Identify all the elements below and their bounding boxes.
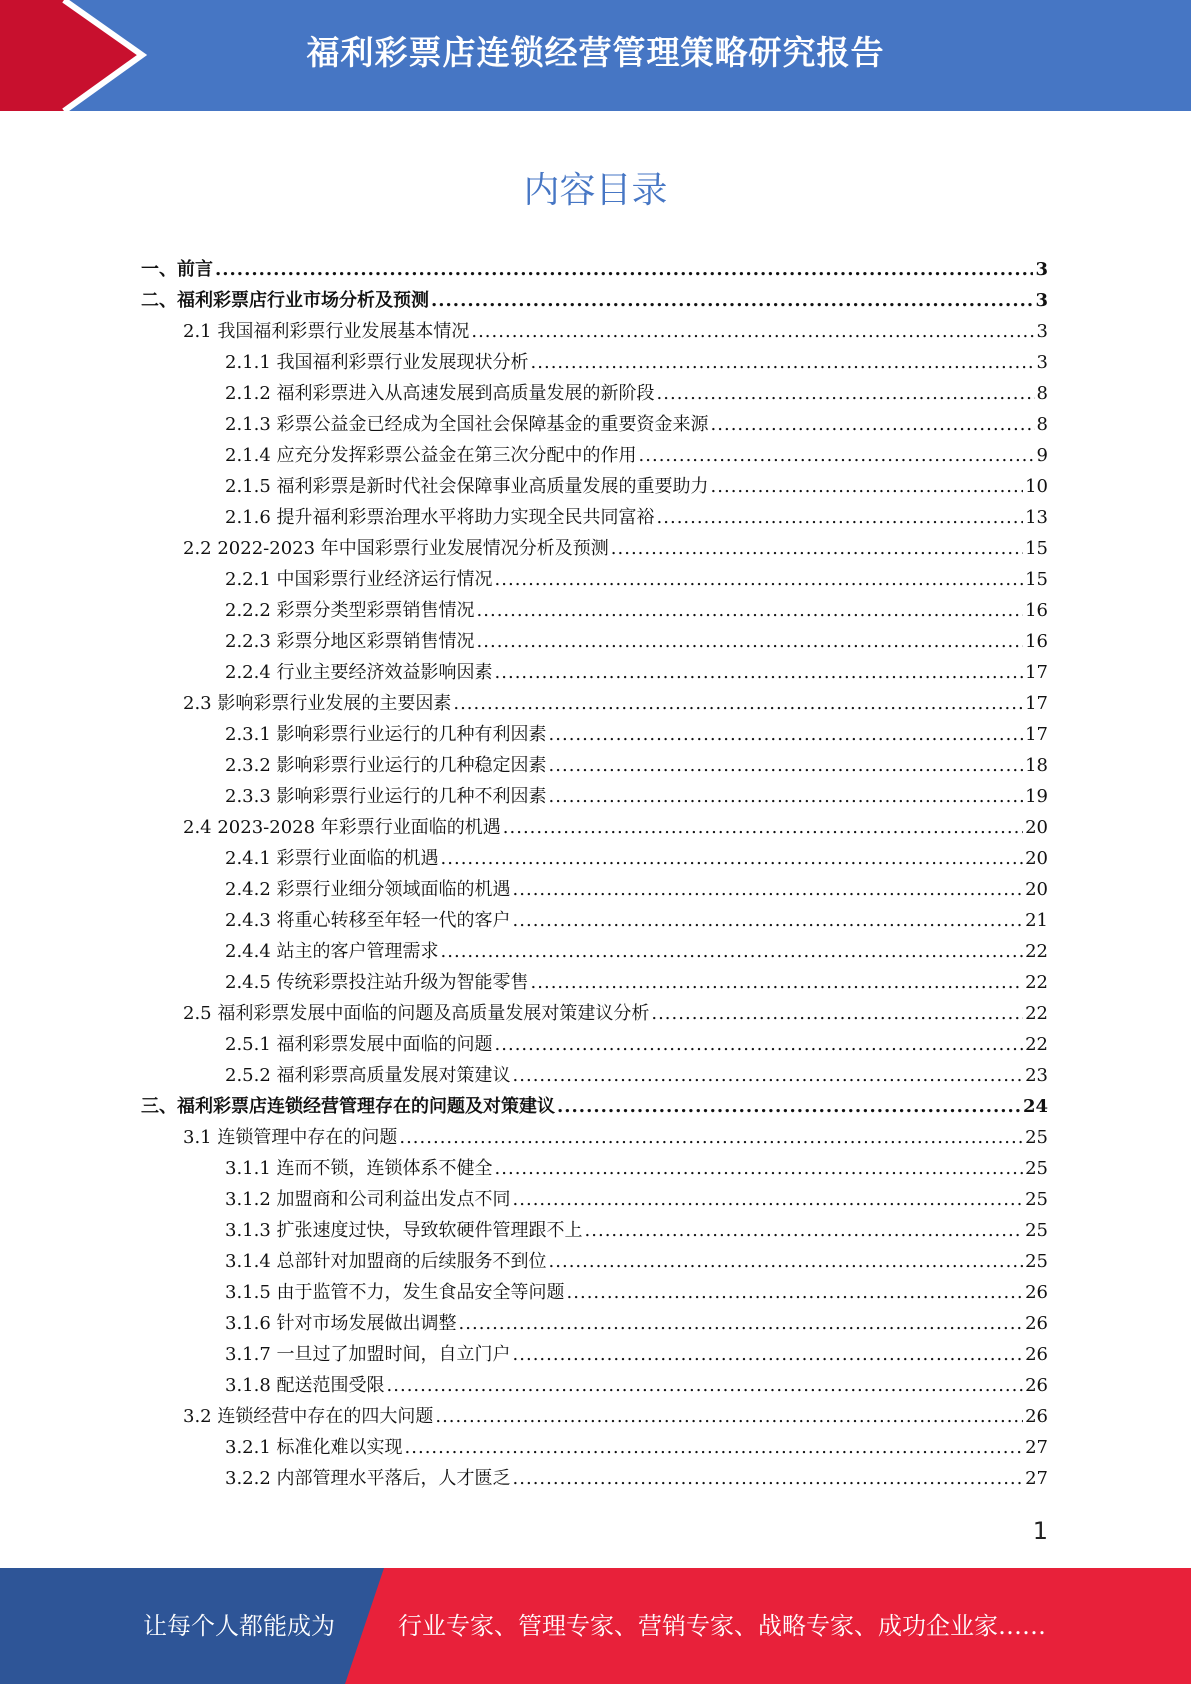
toc-leader-dots xyxy=(495,1153,1024,1184)
toc-entry[interactable] xyxy=(225,1339,1048,1370)
toc-entry-page: 3 xyxy=(1036,321,1048,342)
toc-entry[interactable] xyxy=(225,657,1048,688)
toc-entry[interactable] xyxy=(225,936,1048,967)
toc-entry-page: 26 xyxy=(1025,1313,1048,1334)
toc-entry[interactable] xyxy=(225,1308,1048,1339)
toc-entry[interactable] xyxy=(225,1153,1048,1184)
toc-entry[interactable] xyxy=(225,781,1048,812)
toc-entry[interactable] xyxy=(225,502,1048,533)
toc-leader-dots xyxy=(585,1215,1024,1246)
toc-entry-label: 2.5.2 福利彩票高质量发展对策建议 xyxy=(225,1065,511,1086)
toc-entry-page: 17 xyxy=(1025,693,1048,714)
toc-leader-dots xyxy=(387,1370,1024,1401)
toc-entry-page: 16 xyxy=(1025,600,1048,621)
toc-leader-dots xyxy=(513,1184,1024,1215)
toc-entry-page: 3 xyxy=(1035,290,1048,311)
toc-entry[interactable] xyxy=(225,967,1048,998)
toc-leader-dots xyxy=(471,316,1034,347)
toc-leader-dots xyxy=(513,1463,1024,1494)
toc-entry-page: 27 xyxy=(1025,1468,1048,1489)
toc-leader-dots xyxy=(495,564,1024,595)
toc-entry-label: 2.2.1 中国彩票行业经济运行情况 xyxy=(225,569,493,590)
toc-leader-dots xyxy=(513,874,1024,905)
footer-slogan-right: 行业专家、管理专家、营销专家、战略专家、成功企业家…… xyxy=(398,1612,1046,1640)
toc-leader-dots xyxy=(495,657,1024,688)
toc-entry[interactable] xyxy=(225,1463,1048,1494)
toc-entry[interactable] xyxy=(225,843,1048,874)
toc-entry-page: 23 xyxy=(1025,1065,1048,1086)
report-header-banner xyxy=(0,0,1191,111)
toc-entry-label: 3.1.2 加盟商和公司利益出发点不同 xyxy=(225,1189,511,1210)
toc-entry-page: 9 xyxy=(1036,445,1048,466)
toc-entry-label: 2.3.2 影响彩票行业运行的几种稳定因素 xyxy=(225,755,547,776)
toc-entry-page: 25 xyxy=(1025,1189,1048,1210)
toc-entry[interactable] xyxy=(225,1060,1048,1091)
toc-entry-page: 17 xyxy=(1025,724,1048,745)
toc-entry-page: 22 xyxy=(1025,1034,1048,1055)
toc-entry[interactable] xyxy=(225,409,1048,440)
toc-leader-dots xyxy=(477,595,1024,626)
toc-entry[interactable] xyxy=(225,905,1048,936)
toc-entry-page: 25 xyxy=(1025,1158,1048,1179)
toc-entry-page: 22 xyxy=(1025,941,1048,962)
toc-entry-page: 20 xyxy=(1025,848,1048,869)
toc-leader-dots xyxy=(399,1122,1023,1153)
toc-entry-label: 2.1.1 我国福利彩票行业发展现状分析 xyxy=(225,352,529,373)
toc-entry-label: 3.1.5 由于监管不力，发生食品安全等问题 xyxy=(225,1282,565,1303)
toc-entry-label: 3.2 连锁经营中存在的四大问题 xyxy=(183,1406,434,1427)
toc-entry-page: 21 xyxy=(1025,910,1048,931)
toc-entry-label: 3.1.4 总部针对加盟商的后续服务不到位 xyxy=(225,1251,547,1272)
toc-entry-page: 3 xyxy=(1036,352,1048,373)
toc-leader-dots xyxy=(513,905,1024,936)
toc-entry-label: 3.2.2 内部管理水平落后，人才匮乏 xyxy=(225,1468,511,1489)
toc-entry[interactable] xyxy=(225,1029,1048,1060)
toc-entry-label: 3.1.6 针对市场发展做出调整 xyxy=(225,1313,457,1334)
toc-leader-dots xyxy=(711,471,1024,502)
toc-entry-label: 2.4.3 将重心转移至年轻一代的客户 xyxy=(225,910,511,931)
toc-leader-dots xyxy=(405,1432,1024,1463)
toc-entry[interactable] xyxy=(225,347,1048,378)
toc-leader-dots xyxy=(657,502,1024,533)
toc-entry[interactable] xyxy=(225,564,1048,595)
toc-leader-dots xyxy=(441,936,1024,967)
toc-leader-dots xyxy=(549,719,1024,750)
toc-entry-page: 3 xyxy=(1035,259,1048,280)
toc-entry-page: 25 xyxy=(1025,1127,1048,1148)
report-title: 福利彩票店连锁经营管理策略研究报告 xyxy=(306,33,885,72)
toc-leader-dots xyxy=(495,1029,1024,1060)
toc-entry-label: 3.2.1 标准化难以实现 xyxy=(225,1437,403,1458)
toc-entry-label: 2.4 2023-2028 年彩票行业面临的机遇 xyxy=(183,817,501,838)
toc-leader-dots xyxy=(459,1308,1024,1339)
toc-leader-dots xyxy=(549,750,1024,781)
toc-entry-page: 27 xyxy=(1025,1437,1048,1458)
toc-entry[interactable] xyxy=(225,750,1048,781)
toc-entry-page: 16 xyxy=(1025,631,1048,652)
toc-entry[interactable] xyxy=(225,1432,1048,1463)
toc-entry[interactable] xyxy=(141,285,1048,316)
toc-leader-dots xyxy=(453,688,1023,719)
toc-entry[interactable] xyxy=(183,533,1048,564)
page-number: 1 xyxy=(1032,1517,1048,1545)
toc-entry-page: 18 xyxy=(1025,755,1048,776)
toc-entry-page: 22 xyxy=(1025,972,1048,993)
toc-leader-dots xyxy=(441,843,1024,874)
toc-entry[interactable] xyxy=(225,626,1048,657)
toc-entry-page: 26 xyxy=(1025,1406,1048,1427)
toc-entry-label: 2.1.3 彩票公益金已经成为全国社会保障基金的重要资金来源 xyxy=(225,414,709,435)
toc-leader-dots xyxy=(639,440,1035,471)
toc-entry-page: 15 xyxy=(1025,569,1048,590)
toc-entry[interactable] xyxy=(141,1091,1048,1122)
toc-entry[interactable] xyxy=(183,688,1048,719)
toc-entry-page: 13 xyxy=(1025,507,1048,528)
toc-leader-dots xyxy=(513,1339,1024,1370)
toc-entry-label: 2.1 我国福利彩票行业发展基本情况 xyxy=(183,321,470,342)
toc-leader-dots xyxy=(549,781,1024,812)
toc-leader-dots xyxy=(611,533,1023,564)
toc-entry[interactable] xyxy=(225,1215,1048,1246)
toc-leader-dots xyxy=(657,378,1035,409)
footer-slogan-left: 让每个人都能成为 xyxy=(143,1612,335,1640)
toc-entry-label: 2.2.4 行业主要经济效益影响因素 xyxy=(225,662,493,683)
toc-entry-label: 2.5 福利彩票发展中面临的问题及高质量发展对策建议分析 xyxy=(183,1003,650,1024)
toc-entry-label: 2.3.3 影响彩票行业运行的几种不利因素 xyxy=(225,786,547,807)
toc-entry-label: 2.3 影响彩票行业发展的主要因素 xyxy=(183,693,452,714)
toc-entry-page: 8 xyxy=(1036,414,1048,435)
toc-leader-dots xyxy=(531,347,1035,378)
toc-entry[interactable] xyxy=(225,1277,1048,1308)
toc-entry-label: 2.2.2 彩票分类型彩票销售情况 xyxy=(225,600,475,621)
toc-entry[interactable] xyxy=(225,1370,1048,1401)
toc-leader-dots xyxy=(557,1091,1021,1122)
toc-entry-page: 26 xyxy=(1025,1344,1048,1365)
toc-leader-dots xyxy=(711,409,1035,440)
toc-entry[interactable] xyxy=(225,471,1048,502)
toc-entry[interactable] xyxy=(225,874,1048,905)
toc-entry-page: 22 xyxy=(1025,1003,1048,1024)
toc-entry[interactable] xyxy=(225,1184,1048,1215)
toc-entry-label: 3.1.1 连而不锁，连锁体系不健全 xyxy=(225,1158,493,1179)
toc-entry-page: 10 xyxy=(1025,476,1048,497)
toc-entry[interactable] xyxy=(225,440,1048,471)
toc-entry-page: 15 xyxy=(1025,538,1048,559)
toc-leader-dots xyxy=(477,626,1024,657)
toc-entry[interactable] xyxy=(225,719,1048,750)
toc-entry-label: 二、福利彩票店行业市场分析及预测 xyxy=(141,290,429,311)
toc-entry-label: 2.3.1 影响彩票行业运行的几种有利因素 xyxy=(225,724,547,745)
toc-entry[interactable] xyxy=(183,1122,1048,1153)
toc-entry-page: 26 xyxy=(1025,1375,1048,1396)
toc-entry-page: 20 xyxy=(1025,879,1048,900)
toc-entry-label: 2.1.5 福利彩票是新时代社会保障事业高质量发展的重要助力 xyxy=(225,476,709,497)
toc-entry-label: 2.4.2 彩票行业细分领域面临的机遇 xyxy=(225,879,511,900)
toc-entry[interactable] xyxy=(225,595,1048,626)
toc-entry[interactable] xyxy=(225,378,1048,409)
toc-leader-dots xyxy=(215,254,1033,285)
toc-entry-label: 2.4.5 传统彩票投注站升级为智能零售 xyxy=(225,972,529,993)
toc-entry-page: 19 xyxy=(1025,786,1048,807)
toc-entry-label: 2.2.3 彩票分地区彩票销售情况 xyxy=(225,631,475,652)
toc-entry[interactable] xyxy=(183,812,1048,843)
toc-entry[interactable] xyxy=(183,998,1048,1029)
toc-entry-page: 8 xyxy=(1036,383,1048,404)
toc-entry-label: 2.1.2 福利彩票进入从高速发展到高质量发展的新阶段 xyxy=(225,383,655,404)
toc-entry-label: 2.5.1 福利彩票发展中面临的问题 xyxy=(225,1034,493,1055)
toc-leader-dots xyxy=(431,285,1033,316)
toc-leader-dots xyxy=(513,1060,1024,1091)
toc-entry-label: 三、福利彩票店连锁经营管理存在的问题及对策建议 xyxy=(141,1096,555,1117)
toc-entry-page: 17 xyxy=(1025,662,1048,683)
toc-entry-page: 25 xyxy=(1025,1251,1048,1272)
toc-leader-dots xyxy=(503,812,1023,843)
toc-leader-dots xyxy=(435,1401,1023,1432)
toc-leader-dots xyxy=(567,1277,1024,1308)
toc-entry-label: 3.1.3 扩张速度过快，导致软硬件管理跟不上 xyxy=(225,1220,583,1241)
toc-entry-label: 2.2 2022-2023 年中国彩票行业发展情况分析及预测 xyxy=(183,538,609,559)
footer-banner xyxy=(0,1568,1191,1684)
toc-entry-label: 2.4.4 站主的客户管理需求 xyxy=(225,941,439,962)
toc-leader-dots xyxy=(651,998,1023,1029)
toc-leader-dots xyxy=(531,967,1024,998)
toc-heading: 内容目录 xyxy=(523,170,668,211)
toc-entry-page: 24 xyxy=(1022,1096,1048,1117)
toc-entry[interactable] xyxy=(183,1401,1048,1432)
toc-entry[interactable] xyxy=(183,316,1048,347)
toc-entry-label: 2.4.1 彩票行业面临的机遇 xyxy=(225,848,439,869)
toc-entry-page: 25 xyxy=(1025,1220,1048,1241)
toc-entry[interactable] xyxy=(141,254,1048,285)
toc-leader-dots xyxy=(549,1246,1024,1277)
toc-entry-label: 2.1.4 应充分发挥彩票公益金在第三次分配中的作用 xyxy=(225,445,637,466)
toc-entry[interactable] xyxy=(225,1246,1048,1277)
toc-entry-page: 20 xyxy=(1025,817,1048,838)
toc-entry-label: 3.1 连锁管理中存在的问题 xyxy=(183,1127,398,1148)
toc-entry-page: 26 xyxy=(1025,1282,1048,1303)
toc-entry-label: 2.1.6 提升福利彩票治理水平将助力实现全民共同富裕 xyxy=(225,507,655,528)
toc-entry-label: 一、前言 xyxy=(141,259,213,280)
toc-entry-label: 3.1.8 配送范围受限 xyxy=(225,1375,385,1396)
toc-entry-label: 3.1.7 一旦过了加盟时间，自立门户 xyxy=(225,1344,511,1365)
